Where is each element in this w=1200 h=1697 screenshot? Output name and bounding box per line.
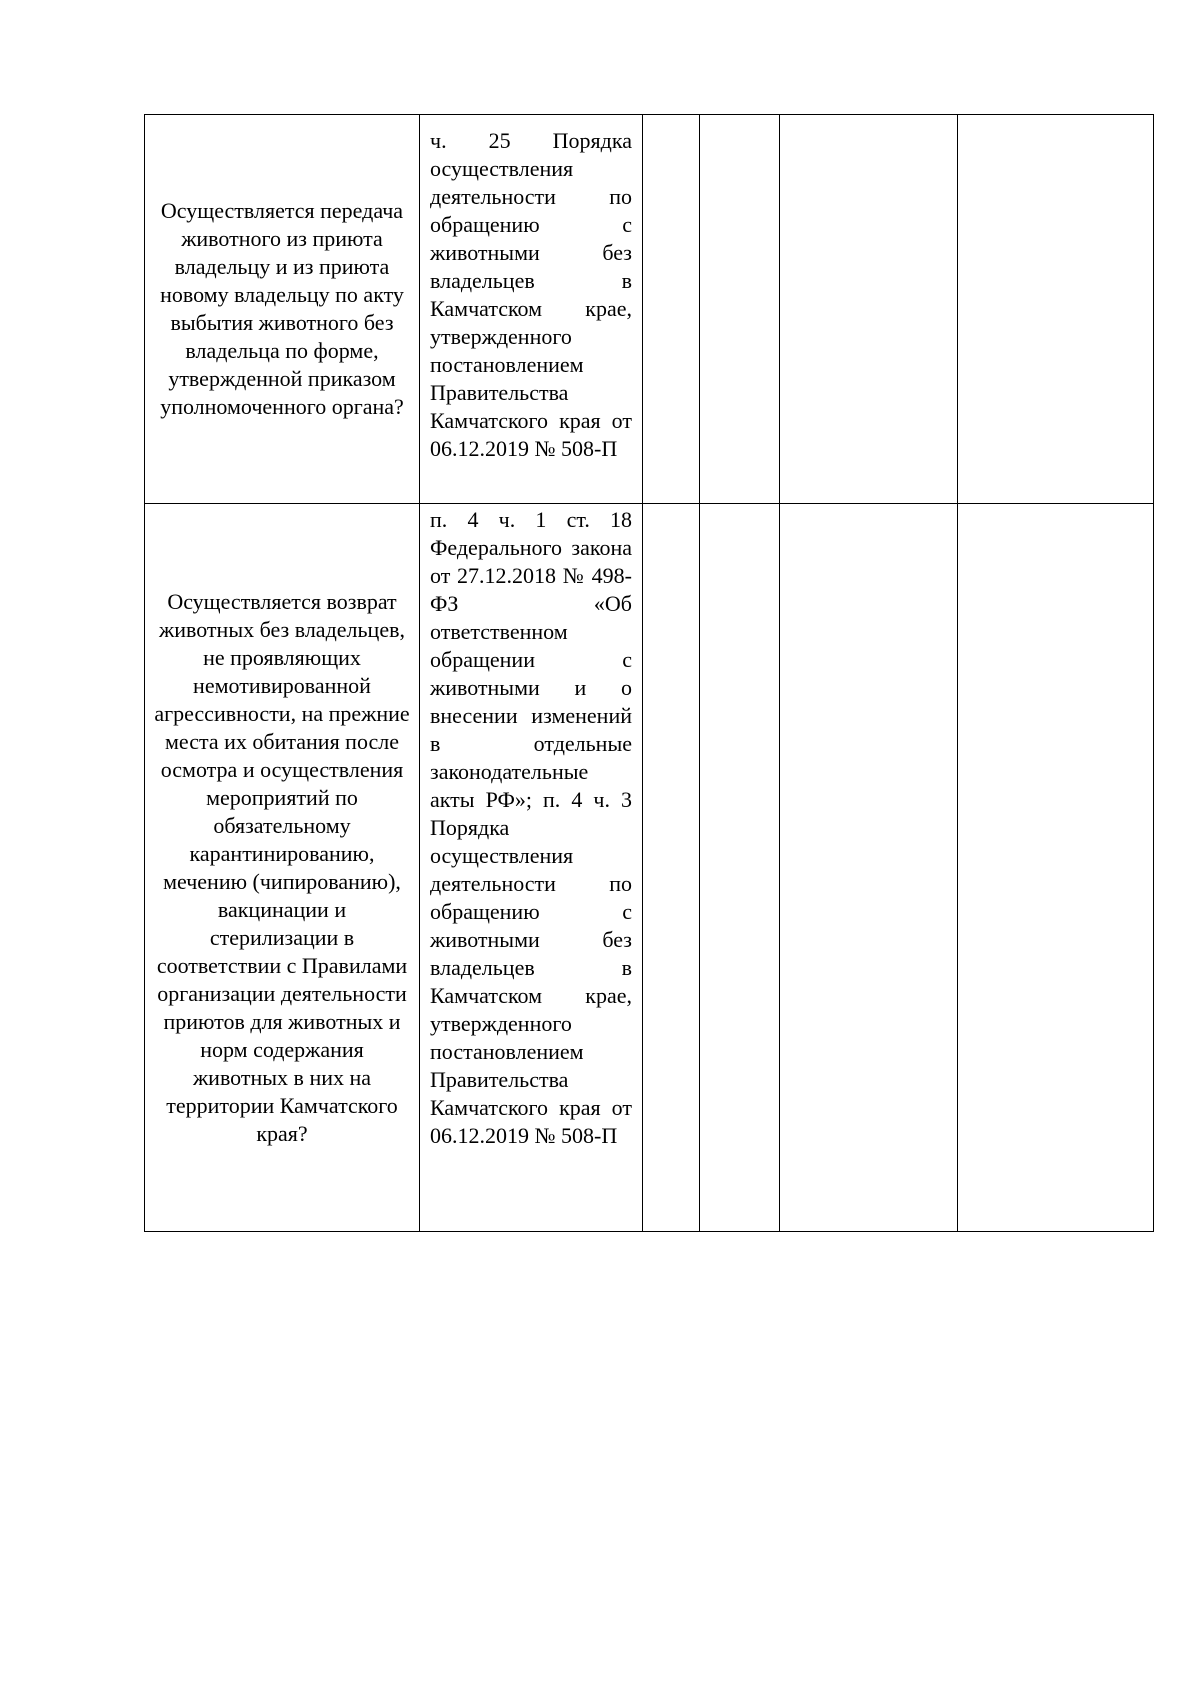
question-cell <box>145 504 420 1232</box>
legal-basis-cell <box>420 504 643 1232</box>
note-cell[interactable] <box>958 115 1154 504</box>
legal-basis-text: ч. 25 Порядка осуществления деятельности по обращению с животными без владельцев в Камчатском крае, утвержденного постановлением Правительства Камчатского края от 06.12.2019 № 508-П <box>430 128 632 461</box>
answer-no-cell[interactable] <box>700 115 780 504</box>
legal-basis-text: п. 4 ч. 1 ст. 18 Федерального закона от 27.12.2018 № 498-ФЗ «Об ответственном обращении с животными и о внесении изменений в отдельные законодательные акты РФ»; п. 4 ч. 3 Порядка осуществления деятельности по обращению с животными без владельцев в Камчатском крае, утвержденного постановлением Правительства Камчатского края от 06.12.2019 № 508-П <box>430 507 632 1148</box>
question-cell <box>145 115 420 504</box>
checklist-table <box>144 114 1154 1232</box>
question-text: Осуществляется возврат животных без владельцев, не проявляющих немотивированной агрессивности, на прежние места их обитания после осмотра и осуществления мероприятий по обязательному карантинированию, мечению (чипированию), вакцинации и стерилизации в соответствии с Правилами организации деятельности приютов для животных и норм содержания животных в них на территории Камчатского края? <box>154 588 410 1146</box>
table-row <box>145 504 1154 1232</box>
answer-yes-cell[interactable] <box>643 504 700 1232</box>
answer-no-cell[interactable] <box>700 504 780 1232</box>
table-row <box>145 115 1154 504</box>
answer-not-applicable-cell[interactable] <box>780 504 958 1232</box>
legal-basis-cell <box>420 115 643 504</box>
question-text: Осуществляется передача животного из приюта владельцу и из приюта новому владельцу по акту выбытия животного без владельца по форме, утвержденной приказом уполномоченного органа? <box>160 198 404 419</box>
answer-not-applicable-cell[interactable] <box>780 115 958 504</box>
answer-yes-cell[interactable] <box>643 115 700 504</box>
note-cell[interactable] <box>958 504 1154 1232</box>
